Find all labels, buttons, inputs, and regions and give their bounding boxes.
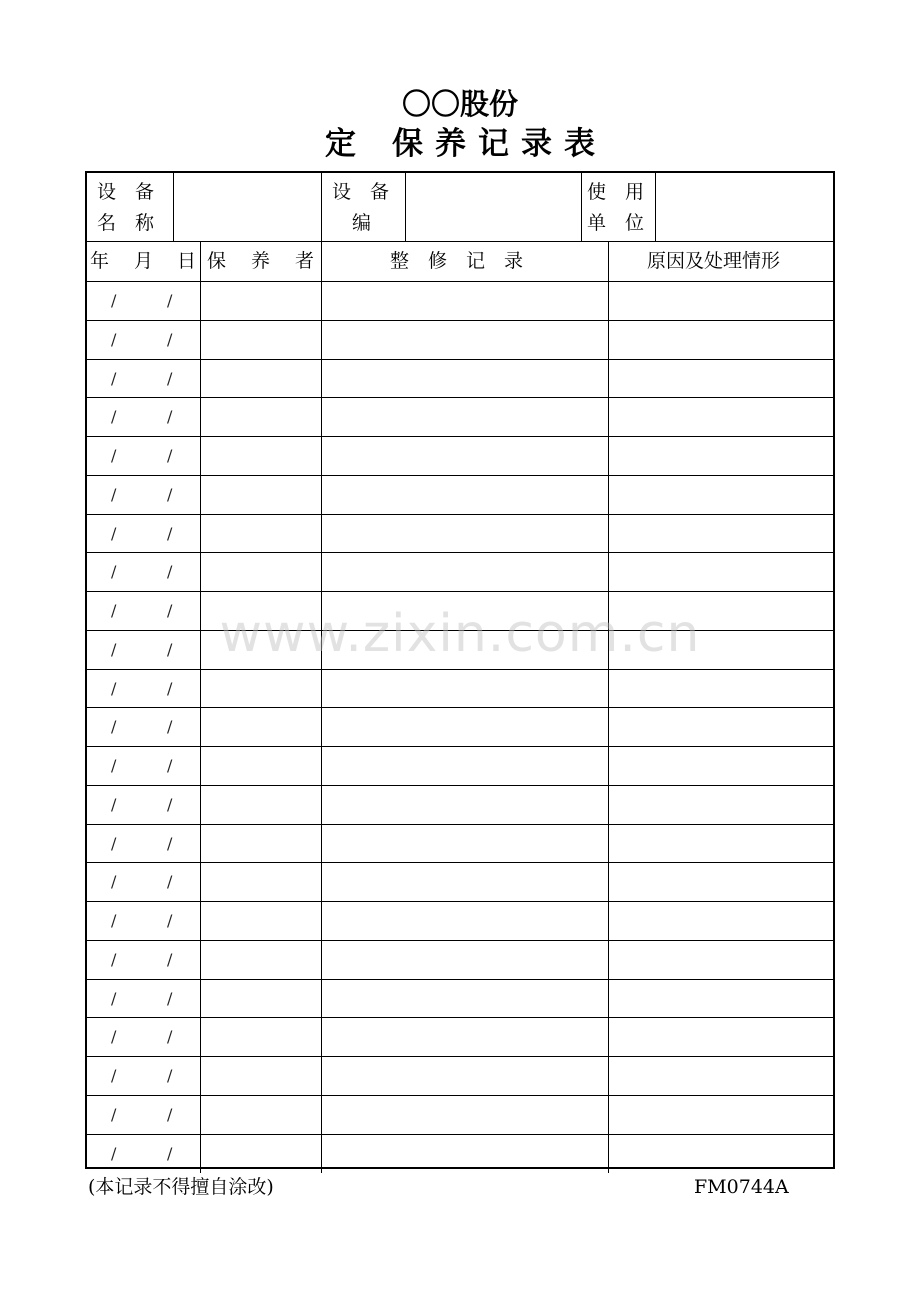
date-separator: / [167,717,173,737]
user-unit-label-cell [581,173,655,241]
date-cell[interactable] [87,553,200,591]
date-separator: / [167,639,173,659]
table-row [87,282,833,321]
date-cell[interactable] [87,863,200,901]
date-cell[interactable] [87,398,200,436]
table-row [87,747,833,786]
date-separator: / [111,407,117,427]
maintainer-cell[interactable] [200,1135,321,1174]
reason-cell[interactable] [608,941,833,979]
reason-cell[interactable] [608,863,833,901]
date-separator: / [111,988,117,1008]
maintainer-cell[interactable] [200,476,321,514]
repair-record-cell[interactable] [321,863,608,901]
user-unit-label-line1: 使 用 [587,181,645,203]
date-cell[interactable] [87,825,200,863]
repair-record-cell[interactable] [321,941,608,979]
maintainer-cell[interactable] [200,941,321,979]
table-row [87,980,833,1019]
date-cell[interactable] [87,476,200,514]
reason-cell[interactable] [608,902,833,940]
date-cell[interactable] [87,786,200,824]
date-separator: / [111,1143,117,1163]
date-separator: / [167,949,173,969]
date-separator: / [167,911,173,930]
col-date-month: 月 [134,250,154,272]
col-reason-header [608,242,833,281]
reason-cell[interactable] [608,1096,833,1134]
date-separator: / [167,1143,173,1163]
reason-cell[interactable] [608,980,833,1018]
col-date-header [87,242,200,281]
maintainer-cell[interactable] [200,902,321,940]
date-separator: / [111,1104,117,1124]
reason-cell[interactable] [608,1057,833,1095]
repair-record-cell[interactable] [321,515,608,553]
repair-record-cell[interactable] [321,360,608,398]
date-separator: / [111,562,117,582]
date-separator: / [111,833,117,853]
date-separator: / [111,484,117,504]
maintainer-cell[interactable] [200,553,321,591]
date-cell[interactable] [87,631,200,669]
user-unit-label-line2: 单 位 [587,212,645,234]
repair-record-cell[interactable] [321,708,608,746]
reason-cell[interactable] [608,786,833,824]
date-separator: / [111,601,117,620]
repair-record-cell[interactable] [321,553,608,591]
device-number-label-line1: 设 备 [332,181,390,203]
reason-cell[interactable] [608,553,833,591]
date-separator: / [111,872,117,892]
date-cell[interactable] [87,1018,200,1056]
table-row [87,321,833,360]
date-cell[interactable] [87,941,200,979]
repair-record-cell[interactable] [321,1057,608,1095]
table-row [87,708,833,747]
col-maintainer-char: 养 [251,250,271,272]
reason-cell[interactable] [608,515,833,553]
reason-cell[interactable] [608,708,833,746]
repair-record-cell[interactable] [321,1135,608,1174]
device-number-label-line2: 编 [352,212,372,234]
table-row [87,863,833,902]
table-row [87,941,833,980]
date-separator: / [111,949,117,969]
date-separator: / [167,833,173,853]
repair-record-cell[interactable] [321,1018,608,1056]
col-maintainer-char: 保 [207,250,227,272]
date-separator: / [111,446,117,465]
table-row [87,1057,833,1096]
date-separator: / [111,717,117,737]
maintainer-cell[interactable] [200,398,321,436]
device-name-label-line1: 设 备 [97,181,155,203]
date-cell[interactable] [87,437,200,475]
form-title-char: 录 [521,126,552,162]
date-separator: / [111,1027,117,1047]
device-number-field[interactable] [405,173,581,241]
col-repair-record-label: 整 修 记 录 [390,250,524,272]
date-separator: / [167,523,173,543]
table-row [87,515,833,554]
date-cell[interactable] [87,670,200,708]
form-title-char: 定 [325,126,356,162]
date-separator: / [167,601,173,620]
maintenance-record-table [85,171,835,1169]
date-cell[interactable] [87,592,200,630]
table-row [87,476,833,515]
reason-cell[interactable] [608,1135,833,1174]
maintainer-cell[interactable] [200,786,321,824]
table-row [87,786,833,825]
device-name-label-line2: 名 称 [97,212,155,234]
repair-record-cell[interactable] [321,902,608,940]
date-separator: / [111,291,117,310]
date-separator: / [167,484,173,504]
maintainer-cell[interactable] [200,1057,321,1095]
date-cell[interactable] [87,1057,200,1095]
maintainer-cell[interactable] [200,863,321,901]
date-separator: / [167,1104,173,1124]
date-separator: / [111,329,117,349]
maintainer-cell[interactable] [200,282,321,320]
repair-record-cell[interactable] [321,631,608,669]
form-title [0,124,920,164]
date-separator: / [167,407,173,427]
date-cell[interactable] [87,282,200,320]
repair-record-cell[interactable] [321,398,608,436]
date-separator: / [167,291,173,310]
date-cell[interactable] [87,747,200,785]
date-separator: / [167,872,173,892]
reason-cell[interactable] [608,398,833,436]
date-separator: / [111,639,117,659]
col-maintainer-header [200,242,321,281]
table-row [87,398,833,437]
user-unit-field[interactable] [655,173,833,241]
date-cell[interactable] [87,321,200,359]
maintainer-cell[interactable] [200,592,321,630]
date-separator: / [167,678,173,698]
company-title: 〇〇股份 [401,87,518,121]
reason-cell[interactable] [608,670,833,708]
column-header-row [87,242,833,282]
maintainer-cell[interactable] [200,1018,321,1056]
col-maintainer-char: 者 [295,250,315,272]
date-separator: / [167,446,173,465]
reason-cell[interactable] [608,321,833,359]
equipment-info-row [87,173,833,242]
date-cell[interactable] [87,360,200,398]
form-code: FM0744A [694,1176,789,1198]
table-row [87,592,833,631]
col-reason-label: 原因及处理情形 [647,250,781,272]
date-separator: / [111,911,117,930]
col-date-year: 年 [90,250,110,272]
repair-record-cell[interactable] [321,476,608,514]
date-separator: / [111,756,117,775]
reason-cell[interactable] [608,282,833,320]
date-separator: / [111,523,117,543]
maintainer-cell[interactable] [200,980,321,1018]
table-row [87,825,833,864]
watermark-text: www.zixin.com.cn [219,604,701,664]
reason-cell[interactable] [608,825,833,863]
col-date-day: 日 [177,250,197,272]
device-name-field[interactable] [173,173,321,241]
maintainer-cell[interactable] [200,437,321,475]
repair-record-cell[interactable] [321,747,608,785]
date-cell[interactable] [87,515,200,553]
table-row [87,670,833,709]
maintainer-cell[interactable] [200,670,321,708]
table-row [87,902,833,941]
date-separator: / [167,756,173,775]
repair-record-cell[interactable] [321,321,608,359]
date-separator: / [167,1027,173,1047]
repair-record-cell[interactable] [321,825,608,863]
date-separator: / [111,368,117,388]
date-separator: / [167,794,173,814]
date-separator: / [167,368,173,388]
date-cell[interactable] [87,980,200,1018]
maintainer-cell[interactable] [200,1096,321,1134]
maintainer-cell[interactable] [200,360,321,398]
reason-cell[interactable] [608,1018,833,1056]
date-separator: / [111,678,117,698]
maintainer-cell[interactable] [200,825,321,863]
date-separator: / [167,988,173,1008]
reason-cell[interactable] [608,592,833,630]
form-title-char: 保 [392,126,423,162]
device-number-label-cell [321,173,405,241]
table-row [87,553,833,592]
date-separator: / [167,329,173,349]
reason-cell[interactable] [608,747,833,785]
form-title-char: 记 [478,126,509,162]
date-cell[interactable] [87,1135,200,1174]
device-name-label-cell [87,173,173,241]
table-row [87,631,833,670]
maintainer-cell[interactable] [200,631,321,669]
table-row [87,1018,833,1057]
date-cell[interactable] [87,1096,200,1134]
repair-record-cell[interactable] [321,592,608,630]
col-repair-record-header [321,242,608,281]
form-title-char: 表 [564,126,595,162]
date-cell[interactable] [87,708,200,746]
repair-record-cell[interactable] [321,670,608,708]
repair-record-cell[interactable] [321,437,608,475]
maintainer-cell[interactable] [200,321,321,359]
maintainer-cell[interactable] [200,515,321,553]
table-row [87,437,833,476]
maintainer-cell[interactable] [200,708,321,746]
table-row [87,1096,833,1135]
table-row [87,1135,833,1174]
repair-record-cell[interactable] [321,1096,608,1134]
table-row [87,360,833,399]
date-separator: / [111,794,117,814]
reason-cell[interactable] [608,631,833,669]
maintainer-cell[interactable] [200,747,321,785]
date-separator: / [167,1066,173,1085]
date-separator: / [111,1066,117,1085]
date-separator: / [167,562,173,582]
reason-cell[interactable] [608,476,833,514]
date-cell[interactable] [87,902,200,940]
repair-record-cell[interactable] [321,980,608,1018]
reason-cell[interactable] [608,360,833,398]
form-title-char: 养 [435,126,466,162]
repair-record-cell[interactable] [321,282,608,320]
footer-note: (本记录不得擅自涂改) [88,1176,274,1198]
repair-record-cell[interactable] [321,786,608,824]
reason-cell[interactable] [608,437,833,475]
